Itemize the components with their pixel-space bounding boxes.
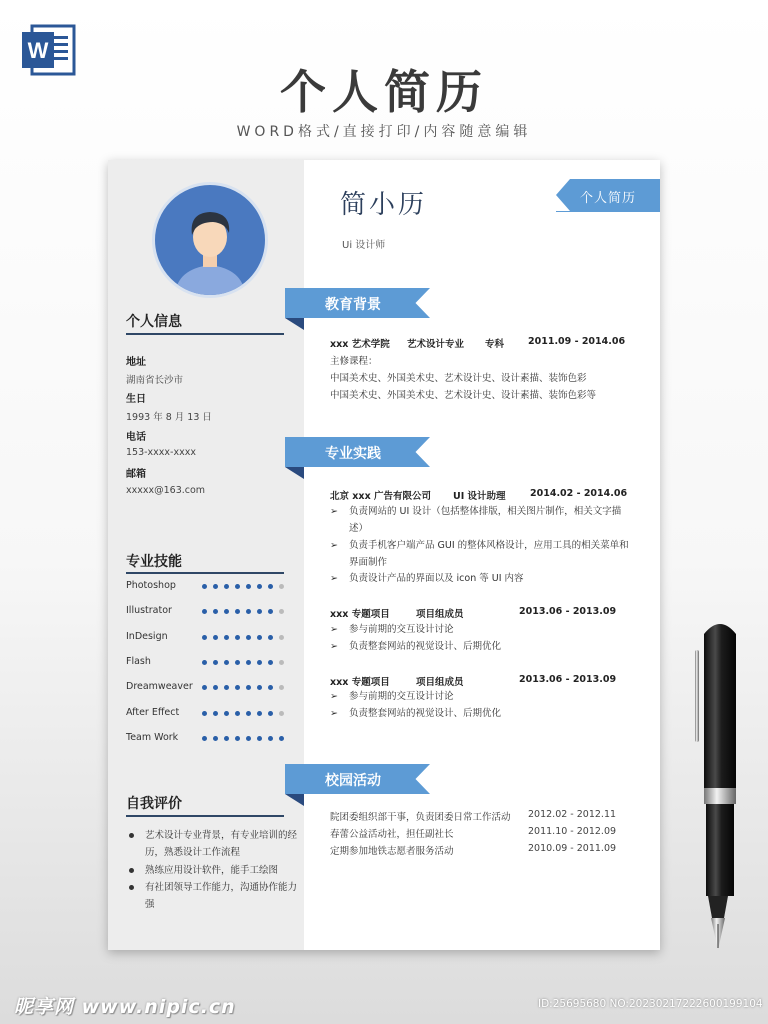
arrow-right-icon: ➢ bbox=[330, 708, 338, 719]
skill-dot bbox=[213, 609, 218, 614]
skill-level-dots bbox=[202, 711, 288, 717]
duty-item: ➢ 负责整套网站的视觉设计、后期优化 bbox=[330, 705, 630, 722]
skill-dot bbox=[224, 635, 229, 640]
skill-dot bbox=[224, 685, 229, 690]
candidate-name: 简小历 bbox=[340, 190, 428, 220]
skill-name: InDesign bbox=[126, 630, 168, 642]
activity-text: 定期参加地铁志愿者服务活动 bbox=[330, 846, 454, 857]
major: 艺术设计专业 bbox=[407, 339, 465, 350]
skill-dot bbox=[235, 711, 240, 716]
skill-dot bbox=[257, 736, 262, 741]
education-period: 2011.09 - 2014.06 bbox=[528, 336, 626, 347]
course-line: 中国美术史、外国美术史、艺术设计史、设计素描、装饰色彩 bbox=[330, 373, 587, 384]
skill-dot bbox=[279, 711, 284, 716]
skill-row bbox=[126, 580, 286, 594]
skill-dot bbox=[279, 660, 284, 665]
skill-dot bbox=[202, 635, 207, 640]
skill-dot bbox=[279, 685, 284, 690]
skill-level-dots bbox=[202, 660, 288, 666]
job-position: 项目组成员 bbox=[416, 677, 464, 688]
skill-dot bbox=[246, 685, 251, 690]
arrow-right-icon: ➢ bbox=[330, 691, 338, 702]
job-position: UI 设计助理 bbox=[453, 491, 506, 502]
skill-dot bbox=[246, 635, 251, 640]
skill-dot bbox=[224, 609, 229, 614]
skill-level-dots bbox=[202, 635, 288, 641]
skill-dot bbox=[268, 711, 273, 716]
resume-corner-tag: 个人简历 bbox=[556, 179, 660, 212]
activity-text: 院团委组织部干事，负责团委日常工作活动 bbox=[330, 812, 511, 823]
skill-dot bbox=[257, 685, 262, 690]
page-subtitle: WORD格式/直接打印/内容随意编辑 bbox=[236, 124, 532, 140]
skill-name: After Effect bbox=[126, 706, 180, 718]
watermark-site: 昵享网 www.nipic.cn bbox=[14, 996, 236, 1018]
skill-dot bbox=[224, 711, 229, 716]
watermark-id: ID:25695680 NO:20230217222600199104 bbox=[538, 998, 763, 1010]
fountain-pen-icon bbox=[690, 612, 746, 952]
skill-dot bbox=[257, 609, 262, 614]
skill-row bbox=[126, 656, 286, 670]
arrow-right-icon: ➢ bbox=[330, 573, 338, 584]
person-icon bbox=[155, 185, 265, 295]
skill-row bbox=[126, 681, 286, 695]
duty-item: ➢ 参与前期的交互设计讨论 bbox=[330, 621, 630, 638]
skill-dot bbox=[213, 711, 218, 716]
skill-dot bbox=[213, 736, 218, 741]
arrow-right-icon: ➢ bbox=[330, 506, 338, 517]
skill-dot bbox=[224, 584, 229, 589]
skill-dot bbox=[268, 660, 273, 665]
address-label: 地址 bbox=[126, 357, 146, 368]
bullet-icon bbox=[129, 868, 134, 873]
degree: 专科 bbox=[485, 339, 505, 350]
arrow-right-icon: ➢ bbox=[330, 641, 338, 652]
evaluation-item: 艺术设计专业背景，有专业培训的经历，熟悉设计工作流程 bbox=[126, 827, 298, 861]
skill-row bbox=[126, 605, 286, 619]
divider bbox=[126, 333, 284, 335]
evaluation-heading: 自我评价 bbox=[126, 796, 182, 812]
skill-dot bbox=[213, 584, 218, 589]
skill-dot bbox=[279, 584, 284, 589]
phone-label: 电话 bbox=[126, 432, 146, 443]
email-label: 邮箱 bbox=[126, 469, 146, 480]
skill-dot bbox=[268, 736, 273, 741]
bullet-icon bbox=[129, 885, 134, 890]
skill-name: Flash bbox=[126, 655, 151, 667]
skill-dot bbox=[257, 711, 262, 716]
activity-date: 2012.02 - 2012.11 bbox=[528, 809, 617, 820]
skill-dot bbox=[202, 736, 207, 741]
skill-dot bbox=[224, 660, 229, 665]
skill-dot bbox=[268, 609, 273, 614]
skill-dot bbox=[268, 584, 273, 589]
job-company: xxx 专题项目 bbox=[330, 609, 390, 620]
skill-row bbox=[126, 707, 286, 721]
school-name: xxx 艺术学院 bbox=[330, 339, 390, 350]
skills-heading: 专业技能 bbox=[126, 554, 182, 570]
job-company: xxx 专题项目 bbox=[330, 677, 390, 688]
skill-dot bbox=[235, 609, 240, 614]
activity-text: 春蕾公益活动社，担任副社长 bbox=[330, 829, 454, 840]
skill-dot bbox=[202, 584, 207, 589]
avatar bbox=[152, 182, 268, 298]
job-period: 2013.06 - 2013.09 bbox=[519, 674, 617, 685]
skill-dot bbox=[246, 584, 251, 589]
skill-dot bbox=[268, 685, 273, 690]
svg-text:W: W bbox=[27, 38, 49, 63]
personal-info-heading: 个人信息 bbox=[126, 314, 182, 330]
birthday-label: 生日 bbox=[126, 394, 146, 405]
job-position: 项目组成员 bbox=[416, 609, 464, 620]
skill-dot bbox=[213, 660, 218, 665]
skill-name: Illustrator bbox=[126, 605, 172, 617]
resume-sidebar bbox=[108, 160, 304, 950]
skill-dot bbox=[257, 584, 262, 589]
job-period: 2013.06 - 2013.09 bbox=[519, 606, 617, 617]
skill-level-dots bbox=[202, 584, 288, 590]
divider bbox=[126, 572, 284, 574]
skill-dot bbox=[257, 635, 262, 640]
duty-item: ➢ 负责设计产品的界面以及 icon 等 UI 内容 bbox=[330, 570, 630, 587]
skill-dot bbox=[202, 660, 207, 665]
bullet-icon bbox=[129, 833, 134, 838]
practice-ribbon: 专业实践 bbox=[285, 437, 430, 467]
duty-item: ➢ 参与前期的交互设计讨论 bbox=[330, 688, 630, 705]
duty-item: ➢ 负责网站的 UI 设计（包括整体排版，相关图片制作，相关文字描述） bbox=[330, 503, 630, 537]
skill-name: Team Work bbox=[126, 731, 179, 743]
skill-dot bbox=[235, 685, 240, 690]
activity-date: 2011.10 - 2012.09 bbox=[528, 826, 617, 837]
divider bbox=[126, 815, 284, 817]
skill-dot bbox=[213, 635, 218, 640]
skill-dot bbox=[235, 736, 240, 741]
skill-row bbox=[126, 631, 286, 645]
skill-level-dots bbox=[202, 609, 288, 615]
candidate-role: Ui 设计师 bbox=[342, 240, 386, 251]
arrow-right-icon: ➢ bbox=[330, 624, 338, 635]
address-value: 湖南省长沙市 bbox=[126, 375, 184, 386]
skill-dot bbox=[257, 660, 262, 665]
arrow-right-icon: ➢ bbox=[330, 540, 338, 551]
email-value: xxxxx@163.com bbox=[126, 485, 206, 496]
skill-dot bbox=[268, 635, 273, 640]
skill-dot bbox=[213, 685, 218, 690]
skill-dot bbox=[202, 711, 207, 716]
activity-date: 2010.09 - 2011.09 bbox=[528, 843, 617, 854]
evaluation-item: 熟练应用设计软件，能手工绘图 bbox=[126, 862, 298, 879]
skill-level-dots bbox=[202, 736, 288, 742]
skill-dot bbox=[246, 736, 251, 741]
skill-row bbox=[126, 732, 286, 746]
duty-item: ➢ 负责手机客户端产品 GUI 的整体风格设计，应用工具的相关菜单和界面制作 bbox=[330, 537, 630, 571]
campus-ribbon: 校园活动 bbox=[285, 764, 430, 794]
skill-dot bbox=[235, 660, 240, 665]
duty-item: ➢ 负责整套网站的视觉设计、后期优化 bbox=[330, 638, 630, 655]
resume-page bbox=[108, 160, 660, 950]
education-ribbon: 教育背景 bbox=[285, 288, 430, 318]
skill-dot bbox=[224, 736, 229, 741]
skill-dot bbox=[202, 685, 207, 690]
skill-name: Dreamweaver bbox=[126, 681, 193, 693]
skill-dot bbox=[235, 584, 240, 589]
skill-dot bbox=[202, 609, 207, 614]
evaluation-item: 有社团领导工作能力，沟通协作能力强 bbox=[126, 879, 298, 913]
skill-name: Photoshop bbox=[126, 580, 176, 591]
page-title: 个人简历 bbox=[280, 65, 488, 119]
skill-dot bbox=[235, 635, 240, 640]
phone-value: 153-xxxx-xxxx bbox=[126, 447, 196, 458]
birthday-value: 1993 年 8 月 13 日 bbox=[126, 412, 212, 423]
skill-dot bbox=[246, 660, 251, 665]
course-label: 主修课程： bbox=[330, 356, 378, 367]
skill-dot bbox=[279, 609, 284, 614]
course-line: 中国美术史、外国美术史、艺术设计史、设计素描、装饰色彩等 bbox=[330, 390, 597, 401]
skill-dot bbox=[279, 635, 284, 640]
skill-dot bbox=[279, 736, 284, 741]
skill-level-dots bbox=[202, 685, 288, 691]
job-company: 北京 xxx 广告有限公司 bbox=[330, 491, 431, 502]
skill-dot bbox=[246, 609, 251, 614]
skill-dot bbox=[246, 711, 251, 716]
job-period: 2014.02 - 2014.06 bbox=[530, 488, 628, 499]
